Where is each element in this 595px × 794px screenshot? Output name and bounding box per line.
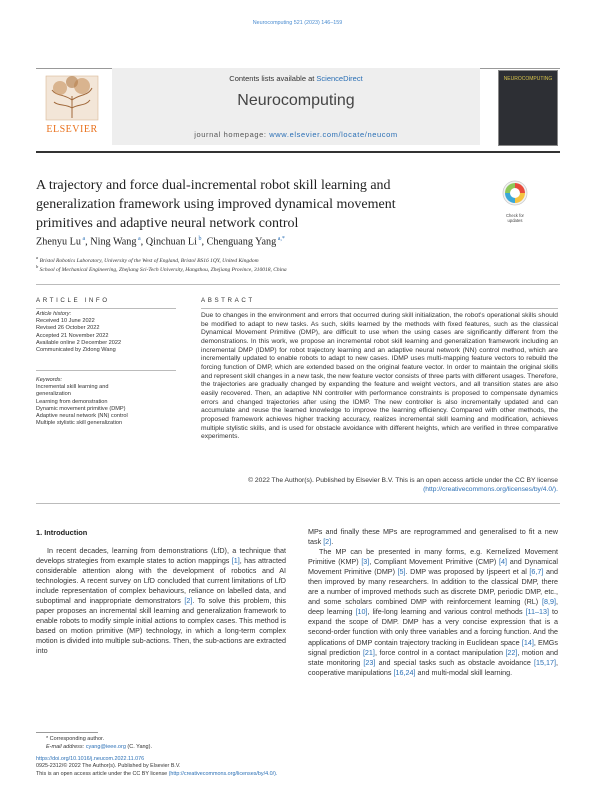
paragraph [308,527,558,547]
citation-link[interactable]: [15,17] [534,657,556,667]
copyright-line: © 2022 The Author(s). Published by Elsevier B.V. This is an open access article under the CC BY license [248,477,558,484]
doi-link[interactable]: https://doi.org/10.1016/j.neucom.2022.11.076 [36,756,145,762]
text-run: The MP can be presented in many forms, e.g. Kernelized Movement Primitive (KMP) [308,547,558,567]
affiliation-sup: a [36,255,39,260]
history-label: Article history: [36,311,72,317]
contents-line [112,74,480,83]
abstract-rule [201,308,558,309]
citation-link[interactable]: [6,7] [529,567,544,577]
citation-link[interactable]: [11–13] [525,607,550,617]
article-info-rule [36,370,176,371]
keyword-item: Learning from demonstration [36,398,108,405]
paragraph [308,547,558,678]
crossmark-line-2: updates [507,218,523,223]
text-run: , has attracted considerable attention along with the development of robotics and AI technologies. A recent survey on LfD concluded that current limitations of LfD include representation of complex behaviours, reliance on labelled data, and suboptimal and inappropriate demonstrators [36,556,287,606]
author-sup[interactable]: a [80,236,86,242]
crossmark-icon[interactable] [502,180,528,212]
article-title [36,176,476,233]
citation-link[interactable]: [2] [184,596,193,606]
text-run: . DMP was proposed by Ijspeert et al [405,567,530,577]
license-prefix: This is an open access article under the CC BY license [36,770,169,777]
citation-link[interactable]: [23] [363,657,376,667]
footnote-line: * Corresponding author. [46,736,105,742]
homepage-link[interactable]: www.elsevier.com/locate/neucom [269,130,398,139]
history-item: Accepted 21 November 2022 [36,332,109,339]
history-item: Communicated by Zidong Wang [36,347,116,354]
issn-line: 0925-2312/© 2022 The Author(s). Published by Elsevier B.V. [36,763,181,770]
email-suffix: (C. Yang). [125,744,152,750]
title-line-2: generalization framework using improved dynamical movement [36,197,396,212]
citation-link[interactable]: [3] [361,557,370,567]
author-name: Ning Wang [90,236,137,248]
text-run: and multi-modal skill learning. [415,667,513,677]
text-run: . [331,537,334,547]
text-run: , cooperative manipulations [308,657,558,677]
text-run: , force control in a contact manipulation [374,647,506,657]
left-column [36,546,286,657]
text-run: , motion and state monitoring [308,647,558,667]
history-item: Available online 2 December 2022 [36,339,122,346]
publication-footer [36,756,556,778]
keyword-item: Incremental skill learning and [36,384,109,391]
journal-homepage [112,130,480,139]
text-run: and then improved by many researchers. In addition to the classical DMP, there are a number of improved methods such as discrete DMP, periodic DMP, etc., and some scholars combined DMP with reinforcement learning (RL) [308,567,558,607]
keywords [36,377,176,427]
paragraph [36,546,286,657]
keyword-item: Multiple stylistic skill generalization [36,420,123,427]
journal-reference[interactable]: Neurocomputing 521 (2023) 146–159 [252,20,343,26]
sciencedirect-link[interactable]: ScienceDirect [316,74,363,83]
title-line-1: A trajectory and force dual-incremental robot skill learning and [36,178,391,193]
keyword-item: Dynamic movement primitive (DMP) [36,405,126,412]
right-column [308,527,558,678]
email-link[interactable]: cyang@ieee.org [85,744,126,750]
contents-prefix: Contents lists available at [229,74,317,83]
text-run: , EMGs signal prediction [308,637,558,657]
citation-link[interactable]: [4] [499,557,508,567]
abstract-text: Due to changes in the environment and errors that occurred during skill initialization, the robot's operational skills should be modified to adapt to new tasks. As such, skills learned by the methods with fixed features, such as the classical Dynamical Movement Primitive (DMP), are difficult to use when the using cases are significantly different from the demonstrations. In this work, we propose an incremental robot skill learning and generalization framework including an incremental DMP (IDMP) for robot trajectory learning and an adaptive neural network (NN) control method, which are incrementally updated to enable robots to adapt to new cases. IDMP uses multi-mapping feature vectors to rebuild the forcing function of DMP, which are extended based on the original feature vector. In order to maintain the original skills and represent skill changes in a new task, the new feature vector consists of three parts with different usages. Therefore, the trajectories are gradually changed by expanding the feature and weight vectors, and all transition states are also easily recovered. Then, an adaptive NN controller with performance constraints is proposed to compensate dynamics errors and changed trajectories after using the IDMP. The new controller is also incrementally updated and can accumulate and reuse the learned knowledge to improve the learning efficiency. Compared with other methods, the proposed framework achieves higher tracking accuracy, realizes incremental skill learning and modification, achieves multiple stylistic skills, and is used for obstacle avoidance with different heights, which are verified in three comparative experiments. [201,312,558,441]
crossmark-label[interactable] [494,213,536,223]
citation-link[interactable]: [16,24] [393,667,416,677]
license-link[interactable]: (http://creativecommons.org/licenses/by/4.0/). [423,485,558,493]
footnote-rule [36,732,98,733]
text-run: MPs and finally these MPs are reprogrammed and generalised to fit a new task [308,527,558,547]
crossmark-line-1: Check for [506,213,524,218]
author-name: Qinchuan Li [145,236,197,248]
elsevier-wordmark: ELSEVIER [46,124,98,135]
history-item: Revised 26 October 2022 [36,325,100,332]
text-run: and Dynamical Movement Primitive (DMP) [308,557,558,577]
section-divider [36,284,560,285]
author-name: Chenguang Yang [206,236,277,248]
text-run: , deep learning [308,597,558,617]
homepage-prefix: journal homepage: [194,130,270,139]
section-divider [36,503,560,504]
citation-link[interactable]: [5] [397,567,406,577]
citation-link[interactable]: [1] [231,556,240,566]
keyword-item: Adaptive neural network (NN) control [36,413,128,420]
author-name: Zhenyu Lu [36,236,81,248]
text-run: to expand the scope of DMP. DMP has a very concise expression that is a second-order function with only three variables and a forcing function. And the applications of DMP contain trajectory tracking in Euclidean space [308,607,559,647]
author-sup[interactable]: a [136,236,141,242]
author-sup[interactable]: b [196,236,202,242]
article-history [36,311,176,354]
journal-title: Neurocomputing [237,92,355,109]
cover-title: NEUROCOMPUTING [503,76,553,82]
keywords-label: Keywords: [36,377,63,383]
text-run: . To solve this problem, this paper proposes an incremental skill learning and generalization framework to enable robots to modify simple initial actions to complex cases. This method is based on motion primitive (MP) technology, in which a long-term complex motion is divided into multiple sub-actions. Then, the sub-actions are extracted into [36,596,286,656]
copyright-notice [201,477,558,494]
citation-link[interactable]: [2] [323,537,332,547]
footnote-email [46,743,286,751]
affiliation-text: Bristol Robotics Laboratory, University of the West of England, Bristol BS16 1QY, United Kingdom [39,257,259,264]
corresponding-author-note [46,735,286,751]
keyword-item: generalization [36,391,71,398]
author-list: Zhenyu Lu $^a$, Ning Wang $^a$, Qinchuan Li $^b$, Chenguang Yang $^{a,*}$ [36,236,285,248]
citation-link[interactable]: [14] [521,637,534,647]
citation-link[interactable]: [8,9] [542,597,556,607]
history-item: Received 10 June 2022 [36,318,95,325]
citation-link[interactable]: [21] [362,647,375,657]
citation-link[interactable]: [10] [355,607,368,617]
abstract-heading: ABSTRACT [201,297,255,304]
affiliation-b [36,264,556,273]
affiliation-a [36,255,556,264]
article-info-rule [36,308,176,309]
text-run: and special tasks such as obstacle avoidance [375,657,535,667]
license-line [36,771,556,778]
text-run: In recent decades, learning from demonstrations (LfD), a technique that develops strategies from example states to action mappings [36,546,286,566]
title-line-3: primitives and adaptive neural network control [36,216,299,231]
citation-link[interactable]: [22] [505,647,518,657]
header-bottom-rule [36,151,560,153]
affiliation-text: School of Mechanical Engineering, Zhejiang Sci-Tech University, Hangzhou, Zhejiang Province, 310018, China [39,266,287,273]
license-footer-link[interactable]: (http://creativecommons.org/licenses/by/4.0/). [168,770,278,777]
text-run: , Compliant Movement Primitive (CMP) [369,557,500,567]
text-run: , life-long learning and various control methods [367,607,526,617]
section-heading: 1. Introduction [36,528,88,537]
article-info-heading: ARTICLE INFO [36,297,110,304]
footnote-text: Corresponding author. [49,736,105,742]
affiliation-sup: b [36,264,39,269]
author-sup[interactable]: a,* [276,236,285,242]
email-label: E-mail address: [46,744,86,750]
